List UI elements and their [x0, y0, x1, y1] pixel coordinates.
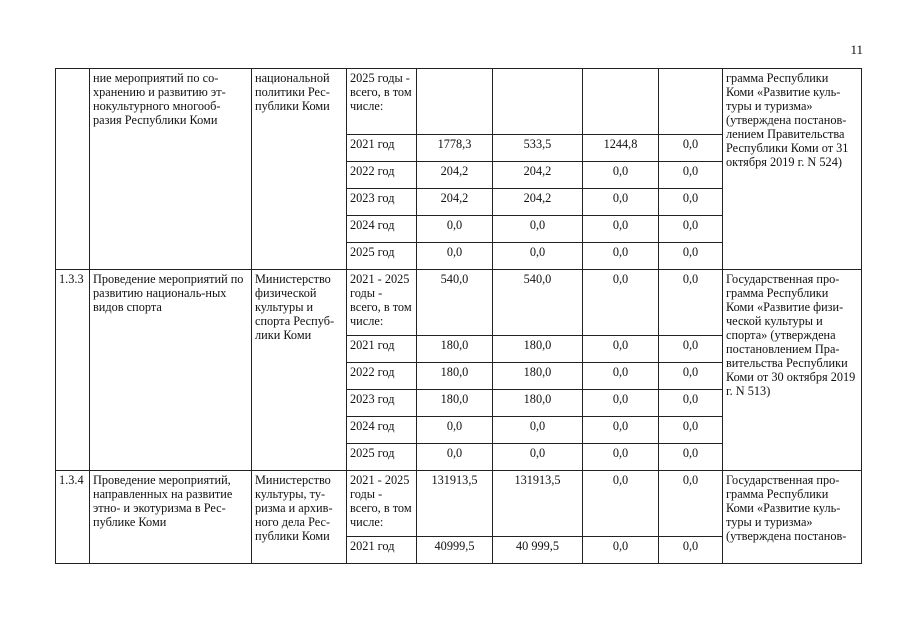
year-label: 2021 год	[347, 135, 417, 162]
cell-regional: 204,2	[493, 162, 583, 189]
cell-other: 0,0	[659, 444, 723, 471]
cell-federal: 0,0	[583, 417, 659, 444]
cell-total: 180,0	[417, 390, 493, 417]
year-label: 2021 год	[347, 537, 417, 564]
year-label: 2022 год	[347, 162, 417, 189]
item-organization: Министерство культуры, ту-ризма и архив-ного дела Рес-публики Коми	[252, 471, 347, 564]
cell-other: 0,0	[659, 471, 723, 537]
cell-regional: 0,0	[493, 444, 583, 471]
year-label: 2021 год	[347, 336, 417, 363]
cell-total: 180,0	[417, 363, 493, 390]
cell-other: 0,0	[659, 390, 723, 417]
item-organization: национальной политики Рес-публики Коми	[252, 69, 347, 270]
cell-total: 40999,5	[417, 537, 493, 564]
cell-regional: 0,0	[493, 243, 583, 270]
cell-federal: 0,0	[583, 162, 659, 189]
cell-total: 180,0	[417, 336, 493, 363]
item-program: Государственная про-грамма Республики Коми «Развитие куль-туры и туризма» (утверждена постанов-	[723, 471, 862, 564]
cell-total: 0,0	[417, 216, 493, 243]
item-organization: Министерство физической культуры и спорта Респуб-лики Коми	[252, 270, 347, 471]
cell-total	[417, 69, 493, 135]
cell-total: 204,2	[417, 162, 493, 189]
item-period: 2025 годы - всего, в том числе:	[347, 69, 417, 135]
cell-total: 0,0	[417, 243, 493, 270]
cell-federal: 0,0	[583, 537, 659, 564]
cell-other: 0,0	[659, 135, 723, 162]
cell-regional: 40 999,5	[493, 537, 583, 564]
cell-federal: 0,0	[583, 216, 659, 243]
year-label: 2022 год	[347, 363, 417, 390]
cell-other: 0,0	[659, 189, 723, 216]
cell-total: 540,0	[417, 270, 493, 336]
cell-other: 0,0	[659, 363, 723, 390]
cell-regional: 540,0	[493, 270, 583, 336]
cell-regional	[493, 69, 583, 135]
cell-federal: 0,0	[583, 270, 659, 336]
cell-federal: 0,0	[583, 363, 659, 390]
cell-other: 0,0	[659, 216, 723, 243]
cell-other: 0,0	[659, 417, 723, 444]
cell-regional: 204,2	[493, 189, 583, 216]
cell-regional: 180,0	[493, 390, 583, 417]
cell-other	[659, 69, 723, 135]
item-period: 2021 - 2025 годы - всего, в том числе:	[347, 270, 417, 336]
table-row	[56, 270, 862, 336]
item-program: грамма Республики Коми «Развитие куль-туры и туризма» (утверждена постанов-лением Правительства Республики Коми от 31 октября 2019 г. N 524)	[723, 69, 862, 270]
cell-regional: 131913,5	[493, 471, 583, 537]
item-code: 1.3.4	[56, 471, 90, 564]
year-label: 2024 год	[347, 417, 417, 444]
cell-regional: 533,5	[493, 135, 583, 162]
item-code: 1.3.3	[56, 270, 90, 471]
cell-other: 0,0	[659, 336, 723, 363]
cell-other: 0,0	[659, 537, 723, 564]
cell-total: 1778,3	[417, 135, 493, 162]
cell-federal: 0,0	[583, 471, 659, 537]
item-name: ние мероприятий по со-хранению и развитию эт-нокультурного многооб-разия Республики Коми	[90, 69, 252, 270]
cell-other: 0,0	[659, 270, 723, 336]
program-table	[55, 68, 862, 564]
cell-federal: 0,0	[583, 189, 659, 216]
year-label: 2025 год	[347, 243, 417, 270]
cell-federal	[583, 69, 659, 135]
cell-federal: 0,0	[583, 243, 659, 270]
year-label: 2023 год	[347, 390, 417, 417]
cell-total: 204,2	[417, 189, 493, 216]
cell-regional: 0,0	[493, 216, 583, 243]
cell-total: 131913,5	[417, 471, 493, 537]
cell-regional: 180,0	[493, 363, 583, 390]
page-number: 11	[850, 42, 863, 57]
year-label: 2024 год	[347, 216, 417, 243]
cell-federal: 0,0	[583, 336, 659, 363]
item-code	[56, 69, 90, 270]
item-period: 2021 - 2025 годы - всего, в том числе:	[347, 471, 417, 537]
cell-regional: 0,0	[493, 417, 583, 444]
cell-federal: 0,0	[583, 390, 659, 417]
year-label: 2023 год	[347, 189, 417, 216]
cell-regional: 180,0	[493, 336, 583, 363]
cell-total: 0,0	[417, 444, 493, 471]
cell-federal: 0,0	[583, 444, 659, 471]
table-row	[56, 69, 862, 135]
cell-total: 0,0	[417, 417, 493, 444]
item-name: Проведение мероприятий, направленных на развитие этно- и экотуризма в Рес-публике Коми	[90, 471, 252, 564]
year-label: 2025 год	[347, 444, 417, 471]
cell-federal: 1244,8	[583, 135, 659, 162]
item-name: Проведение мероприятий по развитию националь-ных видов спорта	[90, 270, 252, 471]
cell-other: 0,0	[659, 243, 723, 270]
table-row	[56, 471, 862, 537]
cell-other: 0,0	[659, 162, 723, 189]
item-program: Государственная про-грамма Республики Коми «Развитие физи-ческой культуры и спорта» (утверждена постановлением Пра-вительства Республики Коми от 30 октября 2019 г. N 513)	[723, 270, 862, 471]
